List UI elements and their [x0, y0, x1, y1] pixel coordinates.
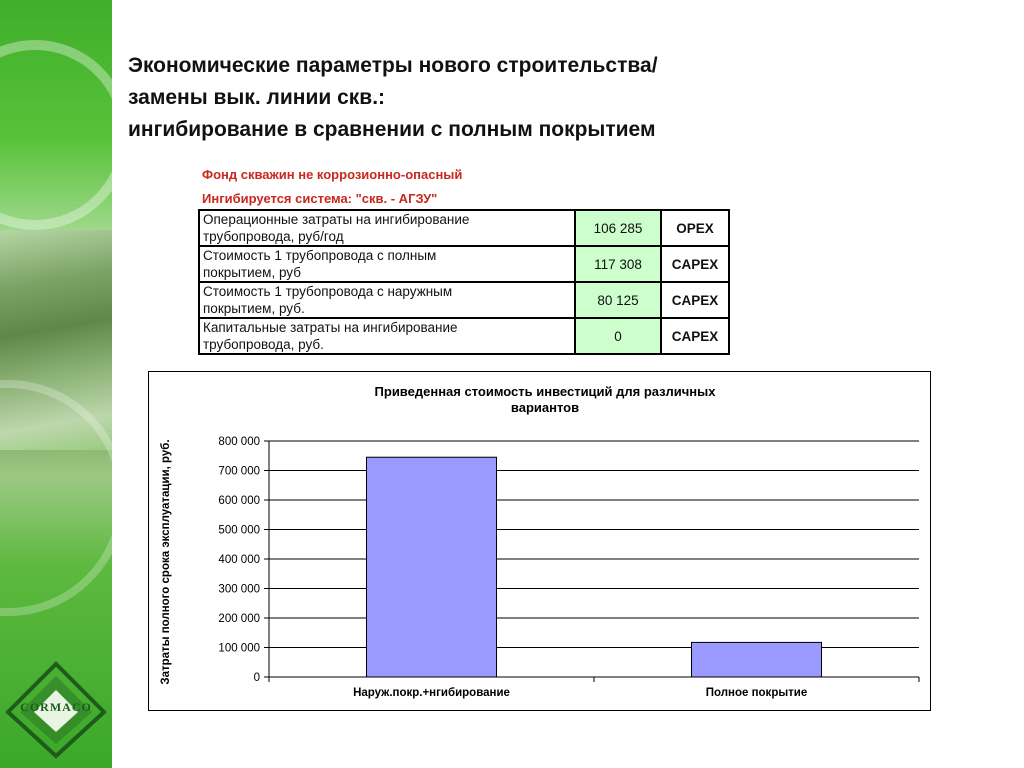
y-tick-label: 600 000: [218, 495, 260, 507]
chart-title: Приведенная стоимость инвестиций для различных: [374, 384, 716, 399]
title-line: замены вык. линии скв.:: [128, 86, 386, 109]
y-tick-label: 500 000: [218, 524, 260, 537]
table-row: [199, 246, 729, 282]
investment-chart: [148, 371, 931, 711]
y-axis-label: Затраты полного срока эксплуатации, руб.: [160, 439, 172, 685]
well-stock-subtitle: Фонд скважин не коррозионно-опасный: [202, 167, 463, 182]
bar: [692, 642, 822, 677]
table-row: [199, 318, 729, 354]
decorative-ring: [0, 40, 112, 230]
y-tick-label: 200 000: [218, 613, 260, 625]
table-row: [199, 282, 729, 318]
logo-text: CORMACO: [20, 700, 92, 714]
row-value: 0: [575, 318, 661, 354]
row-cost-type: OPEX: [661, 210, 729, 246]
y-tick-label: 100 000: [218, 642, 260, 655]
chart-title: вариантов: [510, 400, 580, 415]
y-tick-label: 300 000: [218, 583, 260, 596]
row-description: Стоимость 1 трубопровода с полным покрытием, руб: [199, 246, 575, 282]
row-cost-type: CAPEX: [661, 318, 729, 354]
row-cost-type: CAPEX: [661, 246, 729, 282]
x-category-label: Полное покрытие: [705, 687, 808, 699]
page-title: [128, 50, 988, 146]
chart-canvas: [149, 372, 930, 710]
row-value: 117 308: [575, 246, 661, 282]
table-row: [199, 210, 729, 246]
y-tick-label: 400 000: [218, 554, 260, 566]
bar: [367, 457, 497, 677]
decorative-side-strip: [0, 0, 112, 768]
x-category-label: Наруж.покр.+нгибирование: [353, 687, 510, 699]
y-tick-label: 700 000: [218, 465, 260, 478]
y-tick-label: 0: [253, 672, 260, 684]
row-value: 106 285: [575, 210, 661, 246]
row-description: Операционные затраты на ингибирование трубопровода, руб/год: [199, 210, 575, 246]
y-tick-label: 800 000: [218, 436, 260, 448]
row-description: Капитальные затраты на ингибирование трубопровода, руб.: [199, 318, 575, 354]
row-description: Стоимость 1 трубопровода с наружным покрытием, руб.: [199, 282, 575, 318]
parameters-table: [198, 209, 730, 355]
row-value: 80 125: [575, 282, 661, 318]
title-line: Экономические параметры нового строительства/: [128, 54, 658, 77]
inhibited-system-subtitle: Ингибируется система: "скв. - АГЗУ": [202, 191, 438, 206]
title-line: ингибирование в сравнении с полным покрытием: [128, 118, 656, 141]
row-cost-type: CAPEX: [661, 282, 729, 318]
